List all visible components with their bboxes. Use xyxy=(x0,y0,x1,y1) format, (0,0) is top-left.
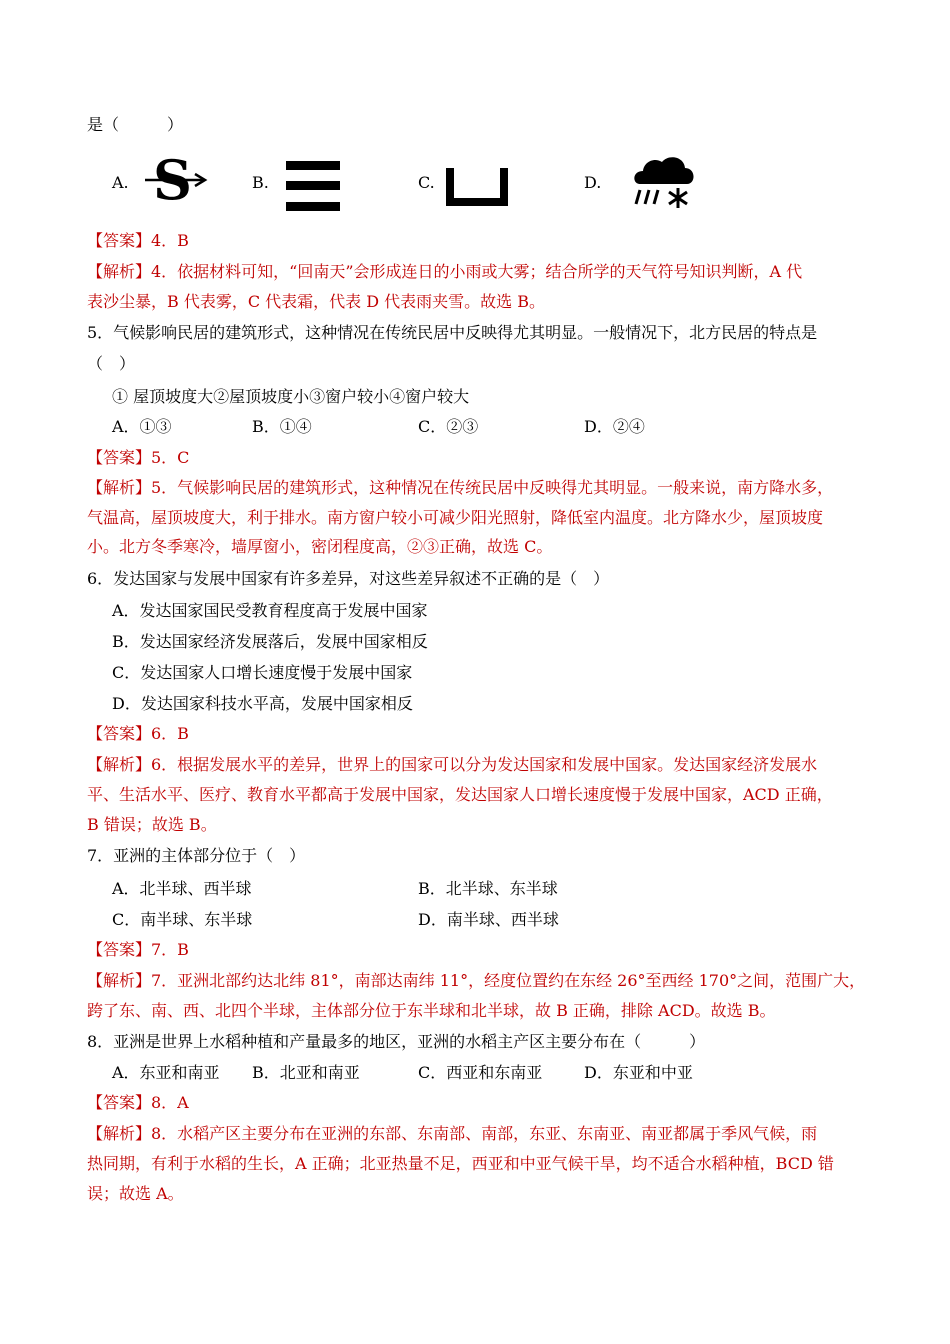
q6-analysis-line-1: 【解析】6．根据发展水平的差异，世界上的国家可以分为发达国家和发展中国家。发达国家经济发展水 xyxy=(87,755,818,774)
q7-analysis-line-1: 【解析】7．亚洲北部约达北纬 81°，南部达南纬 11°，经度位置约在东经 26°至西经 170°之间，范围广大， xyxy=(87,971,866,990)
q4-option-c-label: C. xyxy=(418,173,435,192)
q6-option-a: A．发达国家国民受教育程度高于发展中国家 xyxy=(112,601,428,620)
q8-stem: 8．亚洲是世界上水稻种植和产量最多的地区，亚洲的水稻主产区主要分布在（ ） xyxy=(87,1032,706,1051)
q7-answer: 【答案】7．B xyxy=(87,940,189,959)
q4-answer: 【答案】4．B xyxy=(87,231,189,250)
q5-stem-bracket: （ ） xyxy=(87,354,136,373)
q4-option-d-label: D. xyxy=(584,173,602,192)
q6-analysis-line-3: B 错误；故选 B。 xyxy=(87,815,217,834)
q5-option-b: B．①④ xyxy=(252,417,312,436)
q5-answer: 【答案】5．C xyxy=(87,448,190,467)
q4-analysis-line-2: 表沙尘暴，B 代表雾，C 代表霜，代表 D 代表雨夹雪。故选 B。 xyxy=(87,292,546,311)
q8-analysis-line-1: 【解析】8．水稻产区主要分布在亚洲的东部、东南部、南部，东亚、东南亚、南亚都属于季风气候，雨 xyxy=(87,1124,818,1143)
q5-analysis-line-2: 气温高，屋顶坡度大，利于排水。南方窗户较小可减少阳光照射，降低室内温度。北方降水少，屋顶坡度 xyxy=(87,508,824,527)
q7-analysis-line-2: 跨了东、南、西、北四个半球，主体部分位于东半球和北半球，故 B 正确，排除 ACD。故选 B。 xyxy=(87,1001,776,1020)
q5-option-c: C．②③ xyxy=(418,417,479,436)
q6-option-c: C．发达国家人口增长速度慢于发展中国家 xyxy=(112,663,413,682)
q7-option-c: C．南半球、东半球 xyxy=(112,910,253,929)
q5-stem: 5．气候影响民居的建筑形式，这种情况在传统民居中反映得尤其明显。一般情况下，北方民居的特点是 xyxy=(87,323,818,342)
svg-text:S: S xyxy=(153,152,192,208)
q6-analysis-line-2: 平、生活水平、医疗、教育水平都高于发展中国家，发达国家人口增长速度慢于发展中国家，ACD 正确， xyxy=(87,785,833,804)
q7-stem: 7．亚洲的主体部分位于（ ） xyxy=(87,846,306,865)
q8-analysis-line-3: 误；故选 A。 xyxy=(87,1184,184,1203)
q6-answer: 【答案】6．B xyxy=(87,724,189,743)
q7-option-a: A．北半球、西半球 xyxy=(112,879,252,898)
q5-analysis-line-1: 【解析】5．气候影响民居的建筑形式，这种情况在传统民居中反映得尤其明显。一般来说，南方降水多， xyxy=(87,478,834,497)
q6-stem: 6．发达国家与发展中国家有许多差异，对这些差异叙述不正确的是（ ） xyxy=(87,569,610,588)
q8-option-b: B．北亚和南亚 xyxy=(252,1063,360,1082)
q7-option-b: B．北半球、东半球 xyxy=(418,879,558,898)
q7-option-d: D．南半球、西半球 xyxy=(418,910,559,929)
q5-option-d: D．②④ xyxy=(584,417,645,436)
q5-analysis-line-3: 小。北方冬季寒冷，墙厚窗小，密闭程度高，②③正确，故选 C。 xyxy=(87,537,553,556)
q6-option-b: B．发达国家经济发展落后，发展中国家相反 xyxy=(112,632,428,651)
q4-analysis-line-1: 【解析】4．依据材料可知，“回南天”会形成连日的小雨或大雾；结合所学的天气符号知识判断，A 代 xyxy=(87,262,803,281)
q8-analysis-line-2: 热同期，有利于水稻的生长，A 正确；北亚热量不足，西亚和中亚气候干旱，均不适合水稻种植，BCD 错 xyxy=(87,1154,834,1173)
frost-symbol-icon xyxy=(446,166,510,208)
q4-option-b-label: B. xyxy=(252,173,269,192)
sleet-symbol-icon xyxy=(632,154,698,210)
q8-option-d: D．东亚和中亚 xyxy=(584,1063,693,1082)
q5-option-a: A．①③ xyxy=(112,417,172,436)
fog-symbol-icon xyxy=(284,159,342,213)
sandstorm-symbol-icon xyxy=(145,152,211,208)
q4-option-a-label: A. xyxy=(112,173,129,192)
q4-stem-tail: 是（ ） xyxy=(87,115,184,134)
q6-option-d: D．发达国家科技水平高，发展中国家相反 xyxy=(112,694,413,713)
q8-answer: 【答案】8．A xyxy=(87,1093,189,1112)
q8-option-a: A．东亚和南亚 xyxy=(112,1063,220,1082)
q8-option-c: C．西亚和东南亚 xyxy=(418,1063,543,1082)
q5-items: ① 屋顶坡度大②屋顶坡度小③窗户较小④窗户较大 xyxy=(112,387,470,406)
